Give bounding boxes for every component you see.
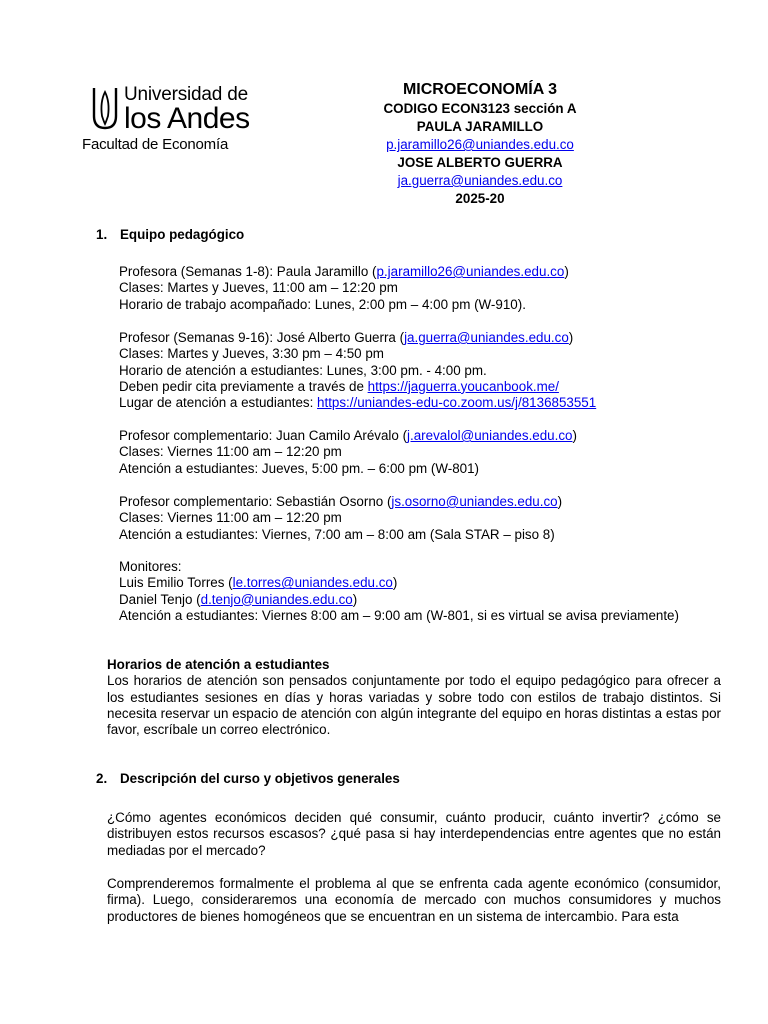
osorno-hours: Atención a estudiantes: Viernes, 7:00 am – 8:00 am (Sala STAR – piso 8) <box>119 526 555 542</box>
section-2-number: 2. <box>96 771 108 786</box>
professor-1-email-link[interactable]: p.jaramillo26@uniandes.edu.co <box>386 137 574 152</box>
monitor-1-paren: ) <box>392 575 398 591</box>
professor-1-name: PAULA JARAMILLO <box>416 119 544 134</box>
paula-hours: Horario de trabajo acompañado: Lunes, 2:00 pm – 4:00 pm (W-910). <box>119 296 526 312</box>
logo-line-1: Universidad de <box>124 84 248 105</box>
office-hours-text: Los horarios de atención son pensados conjuntamente por todo el equipo pedagógico para ofrecer a los estudiantes sesiones en días y horas variadas y sobre todo con estilos de trabajo distintos. Si necesita reservar un espacio de atención con algún integrante del equipo en horas distintas a estas por favor, escríbale un correo electrónico. <box>107 673 721 738</box>
professor-2-name: JOSE ALBERTO GUERRA <box>397 155 563 170</box>
guerra-role: Profesor (Semanas 9-16): José Alberto Guerra ( <box>119 330 405 345</box>
guerra-email-link[interactable]: ja.guerra@uniandes.edu.co <box>404 330 569 345</box>
university-logo <box>80 72 262 160</box>
professor-2-email-link[interactable]: ja.guerra@uniandes.edu.co <box>397 173 563 188</box>
guerra-appointment-label: Deben pedir cita previamente a través de <box>119 378 368 394</box>
monitors-hours: Atención a estudiantes: Viernes 8:00 am – 9:00 am (W-801, si es virtual se avisa previamente) <box>119 607 679 623</box>
logo-line-3: Facultad de Economía <box>82 136 229 153</box>
osorno-role: Profesor complementario: Sebastián Osorno ( <box>119 494 392 509</box>
description-paragraph-2: Comprenderemos formalmente el problema al que se enfrenta cada agente económico (consumidor, firma). Luego, consideraremos una economía de mercado con muchos consumidores y muchos productores de bienes homogéneos que se encuentran en un sistema de intercambio. Para esta <box>107 876 721 924</box>
section-1-number: 1. <box>96 227 108 242</box>
office-hours-title: Horarios de atención a estudiantes <box>107 657 330 672</box>
arevalo-paren: ) <box>572 428 577 443</box>
osorno-paren: ) <box>557 494 563 509</box>
osorno-classes: Clases: Viernes 11:00 am – 12:20 pm <box>119 510 342 526</box>
logo-line-2: los Andes <box>124 102 250 135</box>
paula-role: Profesora (Semanas 1-8): Paula Jaramillo ( <box>119 264 377 279</box>
paula-paren: ) <box>564 264 569 279</box>
arevalo-hours: Atención a estudiantes: Jueves, 5:00 pm. – 6:00 pm (W-801) <box>119 460 480 476</box>
document-header <box>340 80 620 208</box>
team-member-osorno <box>119 494 562 543</box>
monitors <box>119 559 679 624</box>
description-paragraph-1: ¿Cómo agentes económicos deciden qué consumir, cuánto producir, cuánto invertir? ¿cómo se distribuyen estos recursos escasos? ¿qué pasa si hay interdependencias entre agentes que no están mediadas por el mercado? <box>107 810 721 858</box>
monitor-2-paren: ) <box>352 591 358 607</box>
osorno-email-link[interactable]: js.osorno@uniandes.edu.co <box>391 494 558 509</box>
term: 2025-20 <box>455 191 505 206</box>
monitors-title: Monitores: <box>119 559 182 574</box>
course-code: CODIGO ECON3123 sección A <box>383 101 577 116</box>
section-1-title: Equipo pedagógico <box>120 227 245 242</box>
monitor-2-name: Daniel Tenjo ( <box>119 591 201 607</box>
monitor-2-email-link[interactable]: d.tenjo@uniandes.edu.co <box>200 591 353 607</box>
guerra-location-label: Lugar de atención a estudiantes: <box>119 395 318 411</box>
arevalo-role: Profesor complementario: Juan Camilo Arévalo ( <box>119 428 408 443</box>
university-shield-icon <box>92 86 118 130</box>
paula-email-link[interactable]: p.jaramillo26@uniandes.edu.co <box>376 264 565 279</box>
guerra-classes: Clases: Martes y Jueves, 3:30 pm – 4:50 pm <box>119 346 384 362</box>
section-2-title: Descripción del curso y objetivos generales <box>120 771 400 786</box>
guerra-hours: Horario de atención a estudiantes: Lunes, 3:00 pm. - 4:00 pm. <box>119 362 487 378</box>
team-member-arevalo <box>119 428 577 477</box>
arevalo-classes: Clases: Viernes 11:00 am – 12:20 pm <box>119 444 342 460</box>
guerra-paren: ) <box>568 330 574 345</box>
arevalo-email-link[interactable]: j.arevalol@uniandes.edu.co <box>407 428 573 443</box>
paula-classes: Clases: Martes y Jueves, 11:00 am – 12:20 pm <box>119 280 398 296</box>
team-member-paula <box>119 264 569 313</box>
guerra-booking-link[interactable]: https://jaguerra.youcanbook.me/ <box>367 378 559 394</box>
monitor-1-name: Luis Emilio Torres ( <box>119 575 233 591</box>
team-member-guerra <box>119 330 596 411</box>
course-title: MICROECONOMÍA 3 <box>402 81 558 98</box>
guerra-zoom-link[interactable]: https://uniandes-edu-co.zoom.us/j/8136853551 <box>317 395 597 411</box>
office-hours-section <box>107 657 721 738</box>
monitor-1-email-link[interactable]: le.torres@uniandes.edu.co <box>232 575 393 591</box>
